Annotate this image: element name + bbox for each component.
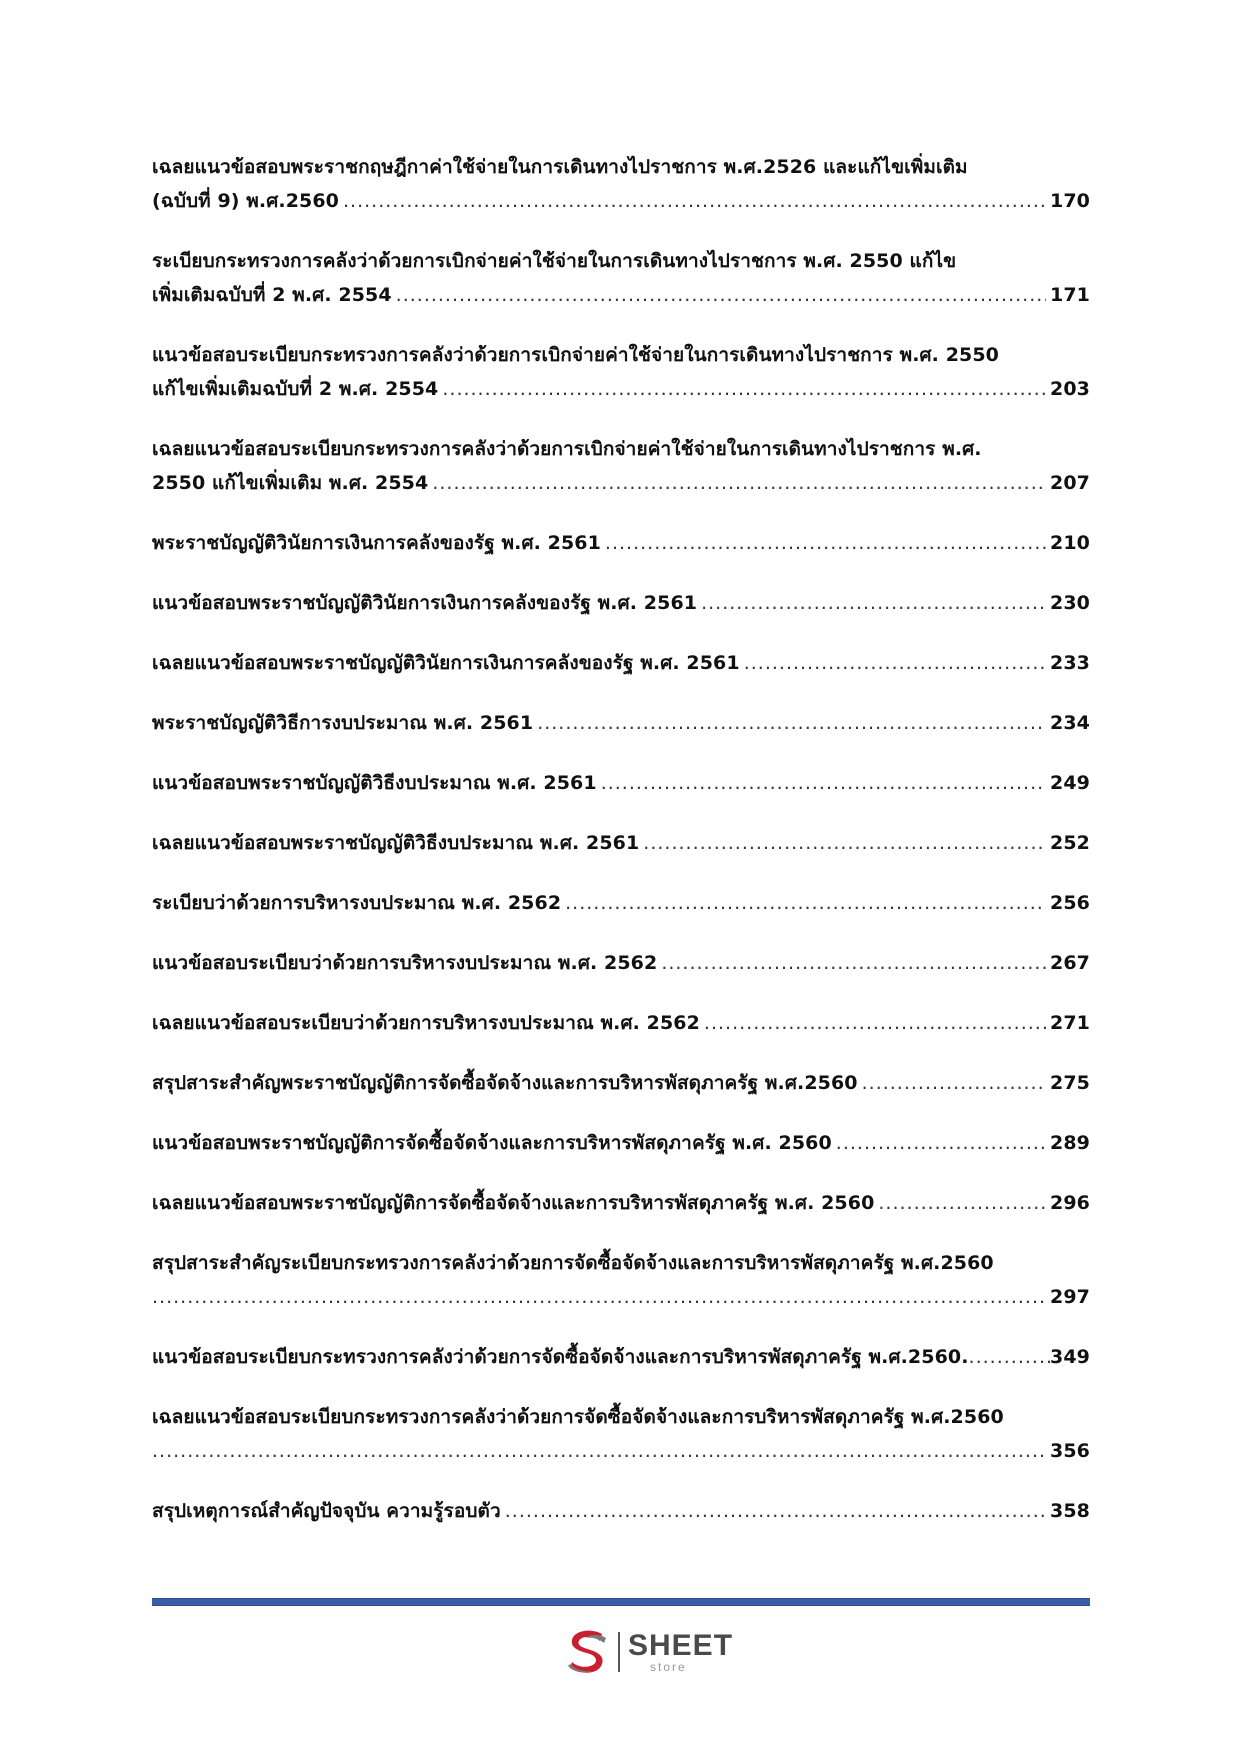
toc-entry[interactable] xyxy=(152,1186,1090,1220)
toc-entry[interactable] xyxy=(152,946,1090,980)
logo-separator xyxy=(618,1632,620,1672)
toc-entry[interactable] xyxy=(152,432,1090,500)
toc-page-number: 256 xyxy=(1050,892,1090,914)
toc-entry-title-line: สรุปสาระสำคัญระเบียบกระทรวงการคลังว่าด้วยการจัดซื้อจัดจ้างและการบริหารพัสดุภาครัฐ พ.ศ.2560 xyxy=(152,1252,994,1274)
table-of-contents xyxy=(152,150,1090,1528)
toc-entry-title: สรุปเหตุการณ์สำคัญปัจจุบัน ความรู้รอบตัว xyxy=(152,1500,501,1522)
toc-page-number: 297 xyxy=(1050,1286,1090,1308)
leader-dots xyxy=(432,466,1046,500)
leader-dots xyxy=(878,1186,1046,1220)
toc-entry-title: พระราชบัญญัติวิธีการงบประมาณ พ.ศ. 2561 xyxy=(152,712,534,734)
toc-entry-title-line: ระเบียบกระทรวงการคลังว่าด้วยการเบิกจ่ายค่าใช้จ่ายในการเดินทางไปราชการ พ.ศ. 2550 แก้ไข xyxy=(152,250,957,272)
toc-page-number: 203 xyxy=(1050,378,1090,400)
toc-entry-title: เฉลยแนวข้อสอบพระราชบัญญัติวิธีงบประมาณ พ.ศ. 2561 xyxy=(152,832,640,854)
toc-entry-title-line: แนวข้อสอบระเบียบกระทรวงการคลังว่าด้วยการเบิกจ่ายค่าใช้จ่ายในการเดินทางไปราชการ พ.ศ. 2550 xyxy=(152,344,999,366)
toc-page-number: 356 xyxy=(1050,1440,1090,1462)
toc-entry-title: เฉลยแนวข้อสอบพระราชบัญญัติวินัยการเงินการคลังของรัฐ พ.ศ. 2561 xyxy=(152,652,740,674)
toc-entry-title: สรุปสาระสำคัญพระราชบัญญัติการจัดซื้อจัดจ้างและการบริหารพัสดุภาครัฐ พ.ศ.2560 xyxy=(152,1072,858,1094)
toc-page-number: 289 xyxy=(1050,1132,1090,1154)
leader-dots xyxy=(396,278,1046,312)
logo-text: SHEET xyxy=(628,1629,734,1662)
toc-entry-title-line: เฉลยแนวข้อสอบระเบียบกระทรวงการคลังว่าด้วยการเบิกจ่ายค่าใช้จ่ายในการเดินทางไปราชการ พ.ศ. xyxy=(152,438,982,460)
toc-page-number: 230 xyxy=(1050,592,1090,614)
toc-page-number: 349 xyxy=(1050,1346,1090,1368)
toc-entry-title: 2550 แก้ไขเพิ่มเติม พ.ศ. 2554 xyxy=(152,472,429,494)
toc-entry[interactable] xyxy=(152,586,1090,620)
toc-page-number: 234 xyxy=(1050,712,1090,734)
toc-page-number: 271 xyxy=(1050,1012,1090,1034)
toc-entry-title: เพิ่มเติมฉบับที่ 2 พ.ศ. 2554 xyxy=(152,284,392,306)
toc-page-number: 252 xyxy=(1050,832,1090,854)
toc-page-number: 207 xyxy=(1050,472,1090,494)
toc-entry-title: ระเบียบว่าด้วยการบริหารงบประมาณ พ.ศ. 2562 xyxy=(152,892,562,914)
toc-page-number: 170 xyxy=(1050,190,1090,212)
leader-dots xyxy=(643,826,1046,860)
toc-entry-title: เฉลยแนวข้อสอบระเบียบว่าด้วยการบริหารงบประมาณ พ.ศ. 2562 xyxy=(152,1012,700,1034)
toc-page-number: 267 xyxy=(1050,952,1090,974)
leader-dots xyxy=(701,586,1046,620)
toc-entry[interactable] xyxy=(152,1066,1090,1100)
toc-entry[interactable] xyxy=(152,886,1090,920)
toc-entry[interactable] xyxy=(152,150,1090,218)
sheet-store-logo xyxy=(562,1622,733,1682)
toc-entry[interactable] xyxy=(152,244,1090,312)
toc-page-number: 249 xyxy=(1050,772,1090,794)
leader-dots xyxy=(836,1126,1046,1160)
toc-entry-title: แนวข้อสอบพระราชบัญญัติวินัยการเงินการคลังของรัฐ พ.ศ. 2561 xyxy=(152,592,698,614)
toc-entry-title: แนวข้อสอบระเบียบว่าด้วยการบริหารงบประมาณ พ.ศ. 2562 xyxy=(152,952,658,974)
toc-entry-title-line: เฉลยแนวข้อสอบระเบียบกระทรวงการคลังว่าด้วยการจัดซื้อจัดจ้างและการบริหารพัสดุภาครัฐ พ.ศ.2560 xyxy=(152,1406,1004,1428)
toc-entry[interactable] xyxy=(152,706,1090,740)
toc-entry[interactable] xyxy=(152,526,1090,560)
toc-page-number: 210 xyxy=(1050,532,1090,554)
toc-entry[interactable] xyxy=(152,646,1090,680)
toc-page-number: 296 xyxy=(1050,1192,1090,1214)
toc-entry-title-line: เฉลยแนวข้อสอบพระราชกฤษฎีกาค่าใช้จ่ายในการเดินทางไปราชการ พ.ศ.2526 และแก้ไขเพิ่มเติม xyxy=(152,156,968,178)
toc-page-number: 275 xyxy=(1050,1072,1090,1094)
leader-dots xyxy=(537,706,1046,740)
toc-entry[interactable] xyxy=(152,826,1090,860)
toc-entry-title: แนวข้อสอบพระราชบัญญัติวิธีงบประมาณ พ.ศ. 2561 xyxy=(152,772,597,794)
toc-entry[interactable] xyxy=(152,1006,1090,1040)
toc-entry[interactable] xyxy=(152,338,1090,406)
logo-subtext: store xyxy=(650,1660,687,1674)
toc-page-number: 233 xyxy=(1050,652,1090,674)
toc-entry-title: เฉลยแนวข้อสอบพระราชบัญญัติการจัดซื้อจัดจ้างและการบริหารพัสดุภาครัฐ พ.ศ. 2560 xyxy=(152,1192,875,1214)
leader-dots xyxy=(152,1434,1046,1468)
leader-dots xyxy=(442,372,1046,406)
sheet-store-logo-icon xyxy=(562,1626,614,1678)
toc-page-number: 358 xyxy=(1050,1500,1090,1522)
toc-entry[interactable] xyxy=(152,1126,1090,1160)
leader-dots xyxy=(862,1066,1046,1100)
leader-dots xyxy=(605,526,1046,560)
leader-dots xyxy=(661,946,1046,980)
toc-entry-title: แก้ไขเพิ่มเติมฉบับที่ 2 พ.ศ. 2554 xyxy=(152,378,439,400)
leader-dots xyxy=(343,184,1046,218)
leader-dots xyxy=(969,1340,1050,1374)
toc-page-number: 171 xyxy=(1050,284,1090,306)
leader-dots xyxy=(744,646,1046,680)
toc-entry-title: พระราชบัญญัติวินัยการเงินการคลังของรัฐ พ.ศ. 2561 xyxy=(152,532,601,554)
leader-dots xyxy=(601,766,1046,800)
toc-entry[interactable] xyxy=(152,766,1090,800)
toc-entry-title: แนวข้อสอบระเบียบกระทรวงการคลังว่าด้วยการจัดซื้อจัดจ้างและการบริหารพัสดุภาครัฐ พ.ศ.2560. xyxy=(152,1346,969,1368)
toc-entry-title: แนวข้อสอบพระราชบัญญัติการจัดซื้อจัดจ้างและการบริหารพัสดุภาครัฐ พ.ศ. 2560 xyxy=(152,1132,832,1154)
leader-dots xyxy=(704,1006,1046,1040)
footer-divider xyxy=(152,1598,1090,1606)
toc-entry[interactable] xyxy=(152,1400,1090,1468)
toc-entry-title: (ฉบับที่ 9) พ.ศ.2560 xyxy=(152,190,340,212)
logo-wordmark xyxy=(628,1631,733,1673)
toc-entry[interactable] xyxy=(152,1494,1090,1528)
leader-dots xyxy=(152,1280,1046,1314)
toc-entry[interactable] xyxy=(152,1246,1090,1314)
leader-dots xyxy=(505,1494,1046,1528)
toc-entry[interactable] xyxy=(152,1340,1090,1374)
leader-dots xyxy=(565,886,1046,920)
